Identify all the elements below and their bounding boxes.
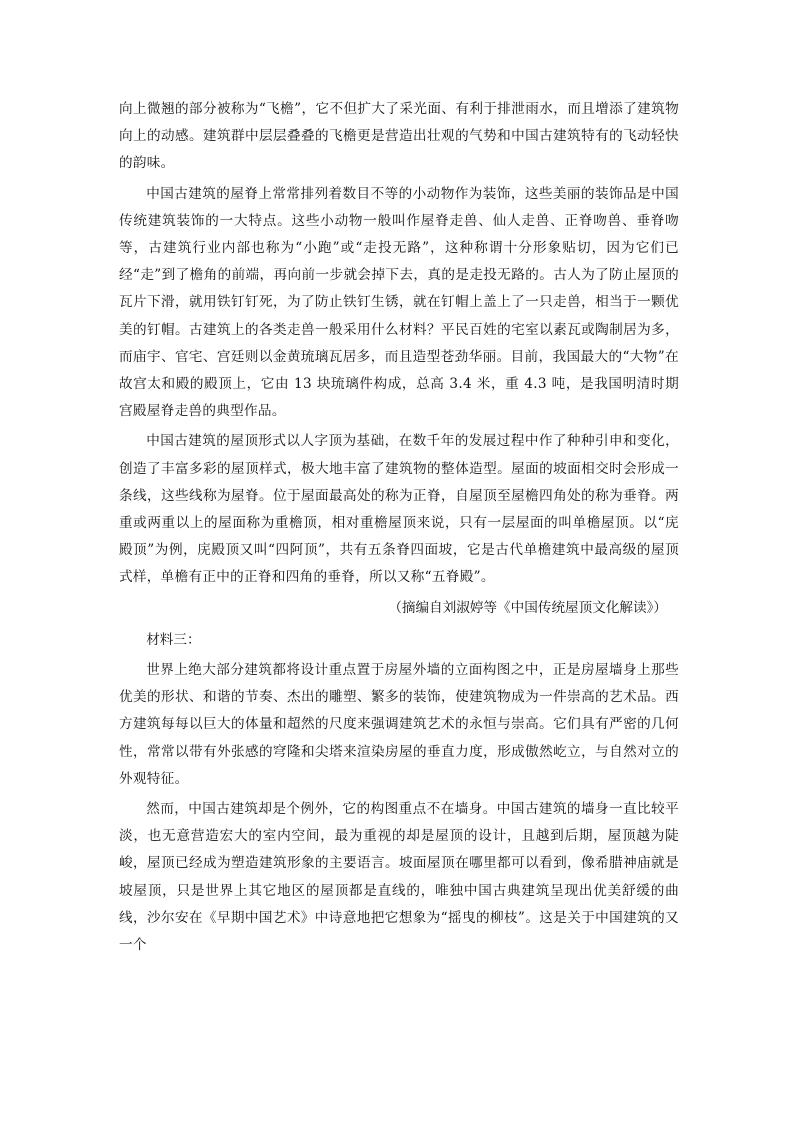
paragraph-roof-forms: 中国古建筑的屋顶形式以人字顶为基础，在数千年的发展过程中作了种种引申和变化，创造了丰富多彩的屋顶样式，极大地丰富了建筑物的整体造型。屋面的坡面相交时会形成一条线，这些线称为屋脊。位于屋面最高处的称为正脊，自屋顶至屋檐四角处的称为垂脊。两重或两重以上的屋面称为重檐顶，相对重檐屋顶来说，只有一层屋面的叫单檐屋顶。以“庑殿顶”为例，庑殿顶又叫“四阿顶”，共有五条脊四面坡，它是古代单檐建筑中最高级的屋顶式样，单檐有正中的正脊和四角的垂脊，所以又称“五脊殿”。 [119,433,679,586]
paragraph-western-architecture: 世界上绝大部分建筑都将设计重点置于房屋外墙的立面构图之中，正是房屋墙身上那些优美的形状、和谐的节奏、杰出的雕塑、繁多的装饰，使建筑物成为一件崇高的艺术品。西方建筑每每以巨大的体量和超然的尺度来强调建筑艺术的永恒与崇高。它们具有严密的几何性，常常以带有外张感的穹隆和尖塔来渲染房屋的垂直力度，形成傲然屹立，与自然对立的外观特征。 [119,662,679,787]
paragraph-flying-eaves: 向上微翘的部分被称为“飞檐”，它不但扩大了采光面、有利于排泄雨水，而且增添了建筑物向上的动感。建筑群中层层叠叠的飞檐更是营造出壮观的气势和中国古建筑特有的飞动轻快的韵味。 [119,101,679,172]
source-citation: （摘编自刘淑婷等《中国传统屋顶文化解读》） [388,599,667,616]
document-body [119,96,679,959]
section-label-material-three: 材料三： [146,631,201,648]
paragraph-ridge-beasts: 中国古建筑的屋脊上常常排列着数目不等的小动物作为装饰，这些美丽的装饰品是中国传统建筑装饰的一大特点。这些小动物一般叫作屋脊走兽、仙人走兽、正脊吻兽、垂脊吻等，古建筑行业内部也称为“小跑”或“走投无路”，这种称谓十分形象贴切，因为它们已经“走”到了檐角的前端，再向前一步就会掉下去，真的是走投无路的。古人为了防止屋顶的瓦片下滑，就用铁钉钉死，为了防止铁钉生锈，就在钉帽上盖上了一只走兽，相当于一颗优美的钉帽。古建筑上的各类走兽一般采用什么材料？平民百姓的宅室以素瓦或陶制居为多，而庙宇、官宅、宫廷则以金黄琉璃瓦居多，而且造型苍劲华丽。目前，我国最大的“大物”在故宫太和殿的殿顶上，它由 13 块琉璃件构成，总高 3.4 米，重 4.3 吨，是我国明清时期宫殿屋脊走兽的典型作品。 [119,185,679,420]
paragraph-chinese-roof-emphasis: 然而，中国古建筑却是个例外，它的构图重点不在墙身。中国古建筑的墙身一直比较平淡，也无意营造宏大的室内空间，最为重视的却是屋顶的设计，且越到后期，屋顶越为陡峻，屋顶已经成为塑造建筑形象的主要语言。坡面屋顶在哪里都可以看到，像希腊神庙就是坡屋顶，只是世界上其它地区的屋顶都是直线的，唯独中国古典建筑呈现出优美舒缓的曲线，沙尔安在《早期中国艺术》中诗意地把它想象为“摇曳的柳枝”。这是关于中国建筑的又一个 [119,801,679,954]
